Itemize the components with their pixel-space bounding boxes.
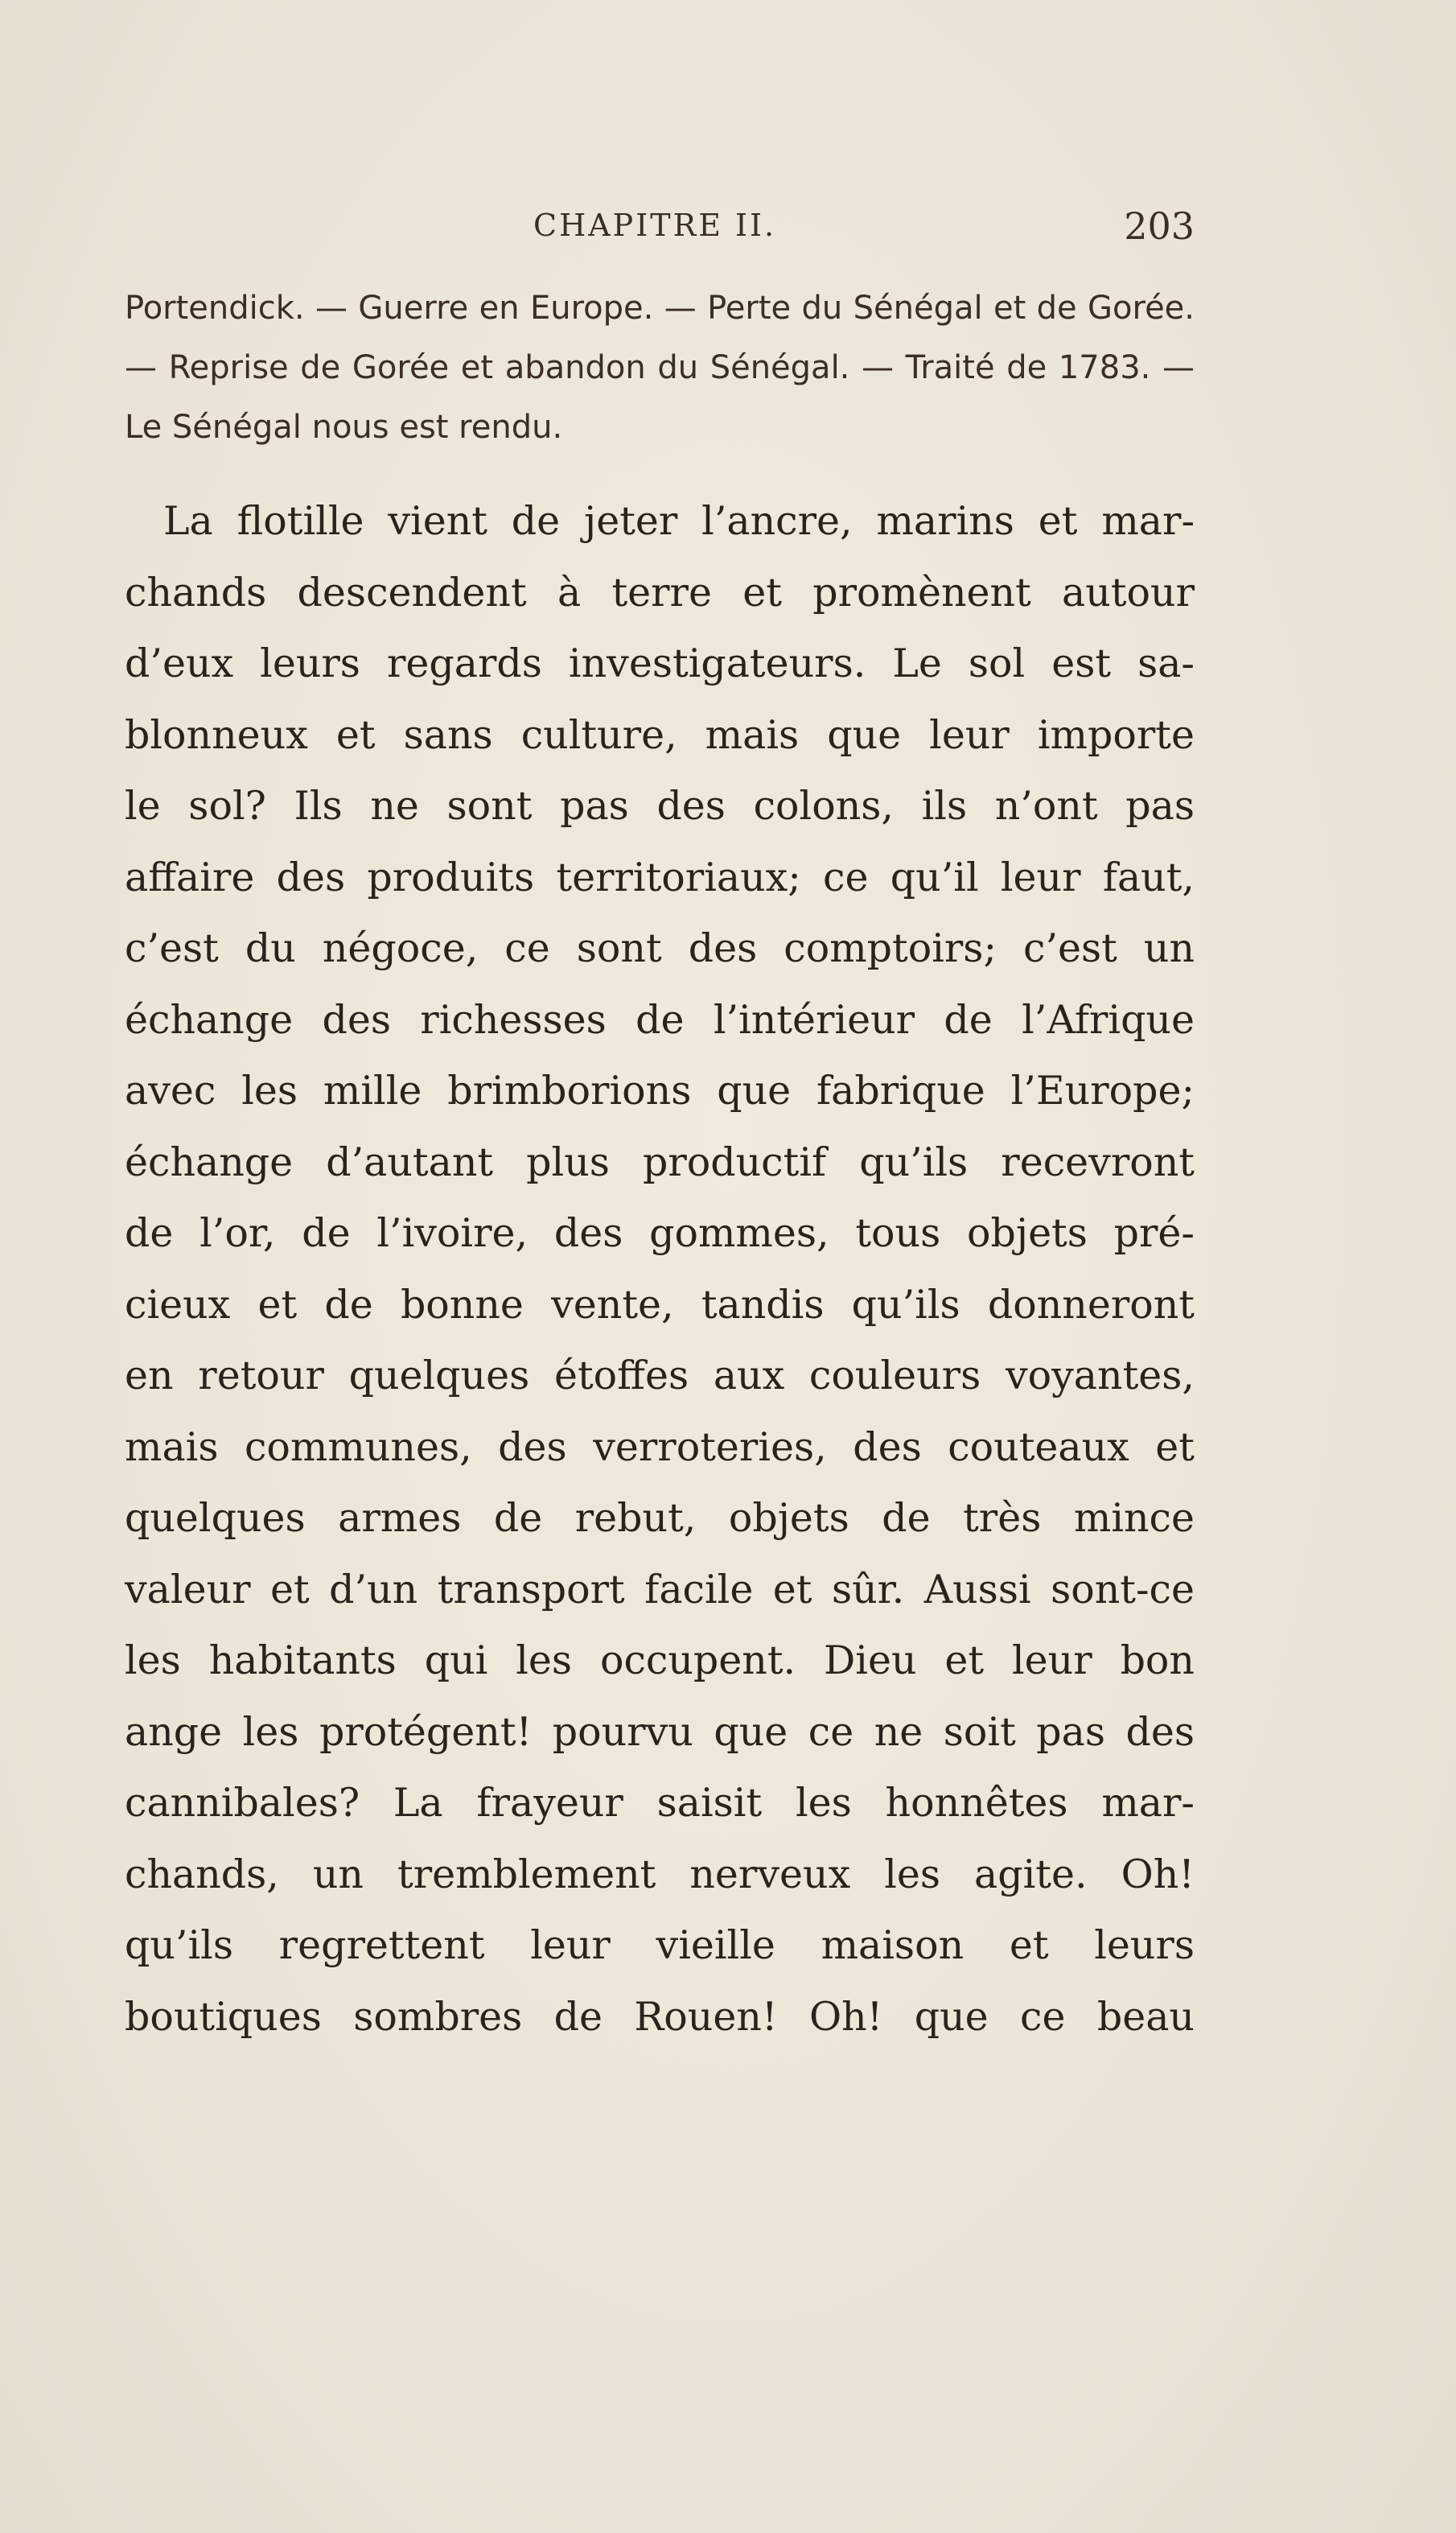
text-line: c’est du négoce, ce sont des comptoirs; c’est un [125, 925, 1195, 971]
text-line: avec les mille brimborions que fabrique l’Europe; [125, 1068, 1195, 1114]
text-line: mais communes, des verroteries, des couteaux et [125, 1423, 1195, 1470]
chapter-summary: Portendick. — Guerre en Europe. — Perte du Sénégal et de Gorée. — Reprise de Gorée et abandon du Sénégal. — Traité de 1783. — Le Sénégal nous est rendu. [125, 290, 1195, 446]
text-line: cieux et de bonne vente, tandis qu’ils donneront [125, 1281, 1195, 1328]
text-line: chands descendent à terre et promènent autour [125, 569, 1195, 616]
text-line: qu’ils regrettent leur vieille maison et leurs [125, 1922, 1195, 1968]
text-line: blonneux et sans culture, mais que leur importe [125, 711, 1195, 758]
text-line: boutiques sombres de Rouen! Oh! que ce beau [125, 1993, 1195, 2040]
text-line: affaire des produits territoriaux; ce qu’il leur faut, [125, 854, 1195, 900]
page-number: 203 [1124, 204, 1195, 248]
text-line: les habitants qui les occupent. Dieu et leur bon [125, 1637, 1195, 1683]
page-header [125, 204, 1195, 256]
body-text [125, 486, 1195, 2053]
text-line: échange des richesses de l’intérieur de l’Afrique [125, 996, 1195, 1043]
text-line: échange d’autant plus productif qu’ils recevront [125, 1139, 1195, 1185]
text-line: chands, un tremblement nerveux les agite. Oh! [125, 1851, 1195, 1897]
text-line: de l’or, de l’ivoire, des gommes, tous objets pré- [125, 1210, 1195, 1256]
text-line: en retour quelques étoffes aux couleurs voyantes, [125, 1353, 1195, 1398]
text-line: d’eux leurs regards investigateurs. Le sol est sa- [125, 640, 1195, 686]
text-line: quelques armes de rebut, objets de très mince [125, 1495, 1195, 1541]
text-line: ange les protégent! pourvu que ce ne soit pas des [125, 1708, 1195, 1755]
text-line: le sol? Ils ne sont pas des colons, ils n’ont pas [125, 783, 1195, 829]
text-line: cannibales? La frayeur saisit les honnêtes mar- [125, 1780, 1195, 1826]
running-head: CHAPITRE II. [533, 208, 777, 243]
text-line: La flotille vient de jeter l’ancre, marins et mar- [163, 498, 1195, 544]
text-line: valeur et d’un transport facile et sûr. Aussi sont-ce [125, 1566, 1195, 1612]
